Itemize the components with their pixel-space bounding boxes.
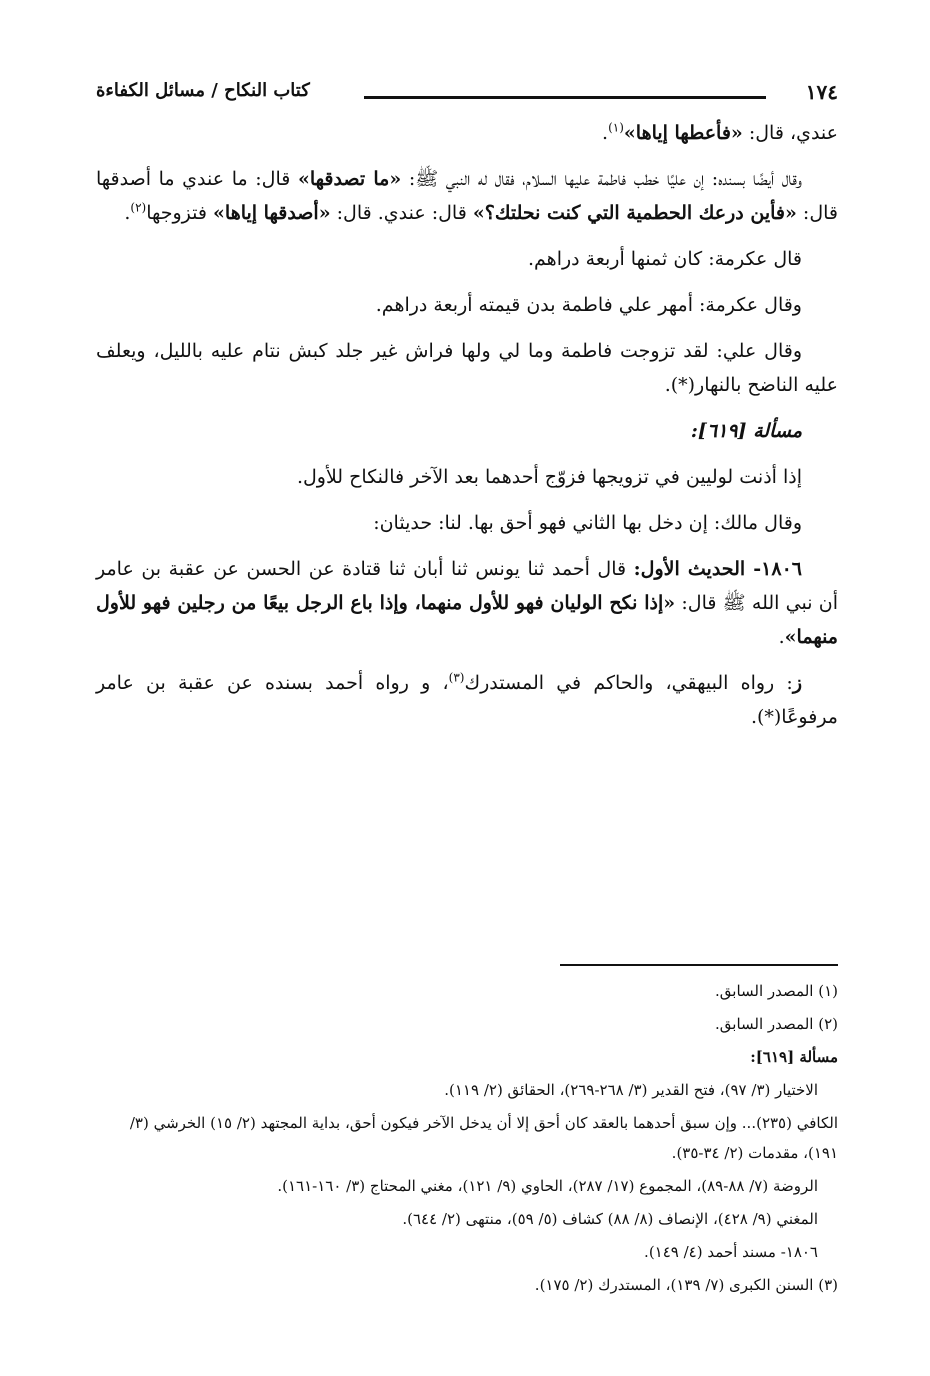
footnote-ref: (٣): [448, 670, 465, 685]
footnote-2: (٢) المصدر السابق.: [715, 1015, 838, 1033]
paragraph-9: ز: رواه البيهقي، والحاكم في المستدرك$^{(٣)}$، و رواه أحمد بسنده عن عقبة بن عامر مرفوعًا(*).: [96, 670, 838, 728]
footnote-ref-line: المغني (٩/ ٤٢٨)، الإنصاف (٨/ ٨٨) كشاف (٥/ ٥٩)، منتهى (٢/ ٦٤٤).: [402, 1210, 818, 1228]
paragraph-4: وقال عكرمة: أمهر علي فاطمة بدن قيمته أربعة دراهم.: [375, 294, 802, 316]
paragraph-2: وقال أيضًا بسنده: إن عليًا خطب فاطمة عليها السلام، فقال له النبي ﷺ: «ما تصدقها» قال: ما عندي ما أصدقها قال: «فأين درعك الحطمية التي كنت نحلتك؟» قال: عندي. قال: «أصدقها إياها» فتزوجها$^{(٢)}$.: [96, 168, 838, 224]
page-number: ١٧٤: [805, 80, 838, 104]
paragraph-1: عندي، قال: «فأعطها إياها»$^{(١)}$.: [602, 120, 838, 144]
footnote-1: (١) المصدر السابق.: [715, 982, 838, 1000]
paragraph-3: قال عكرمة: كان ثمنها أربعة دراهم.: [527, 248, 802, 270]
footnote-masala-label: مسألة [٦١٩]:: [750, 1048, 838, 1066]
main-text: [96, 116, 838, 746]
footnote-separator: [560, 964, 838, 966]
footnote-ref-line: الروضة (٧/ ٨٨-٨٩)، المجموع (١٧/ ٢٨٧)، الحاوي (٩/ ١٢١)، مغني المحتاج (٣/ ١٦٠-١٦١).: [277, 1177, 818, 1195]
footnote-ref-line: الكافي (٢٣٥)... وإن سبق أحدهما بالعقد كان أحق إلا أن يدخل الآخر فيكون أحق، بداية المجتهد (٢/ ١٥) الخرشي (٣/ ١٩١)، مقدمات (٢/ ٣٤-٣٥).: [129, 1114, 838, 1162]
header-rule: [364, 96, 766, 99]
editor-mark: ز: [792, 672, 802, 694]
page-header: [96, 80, 838, 120]
footnotes: [96, 976, 838, 1303]
footnote-ref: (١): [608, 120, 624, 135]
paragraph-6: إذا أذنت لوليين في تزويجها فزوّج أحدهما بعد الآخر فالنكاح للأول.: [296, 466, 802, 488]
footnote-3: (٣) السنن الكبرى (٧/ ١٣٩)، المستدرك (٢/ ١٧٥).: [534, 1276, 838, 1294]
footnote-ref-line: ١٨٠٦- مسند أحمد (٤/ ١٤٩).: [644, 1243, 818, 1261]
paragraph-7: وقال مالك: إن دخل بها الثاني فهو أحق بها. لنا: حديثان:: [373, 512, 802, 534]
masala-heading: مسألة [٦١٩]:: [690, 420, 802, 442]
footnote-ref-line: الاختيار (٣/ ٩٧)، فتح القدير (٣/ ٢٦٨-٢٦٩)، الحقائق (٢/ ١١٩).: [444, 1081, 818, 1099]
hadith-paragraph: ١٨٠٦- الحديث الأول: قال أحمد ثنا يونس ثنا أبان ثنا قتادة عن الحسن عن عقبة بن عامر أن نبي الله ﷺ قال: «إذا نكح الوليان فهو للأول منهما، وإذا باع الرجل بيعًا من رجلين فهو للأول منهما».: [96, 558, 838, 648]
footnote-ref: (٢): [130, 200, 147, 215]
paragraph-5: وقال علي: لقد تزوجت فاطمة وما لي ولها فراش غير جلد كبش نتام عليه بالليل، ويعلف عليه الناضح بالنهار(*).: [96, 340, 838, 396]
running-title: كتاب النكاح / مسائل الكفاءة: [96, 80, 310, 101]
